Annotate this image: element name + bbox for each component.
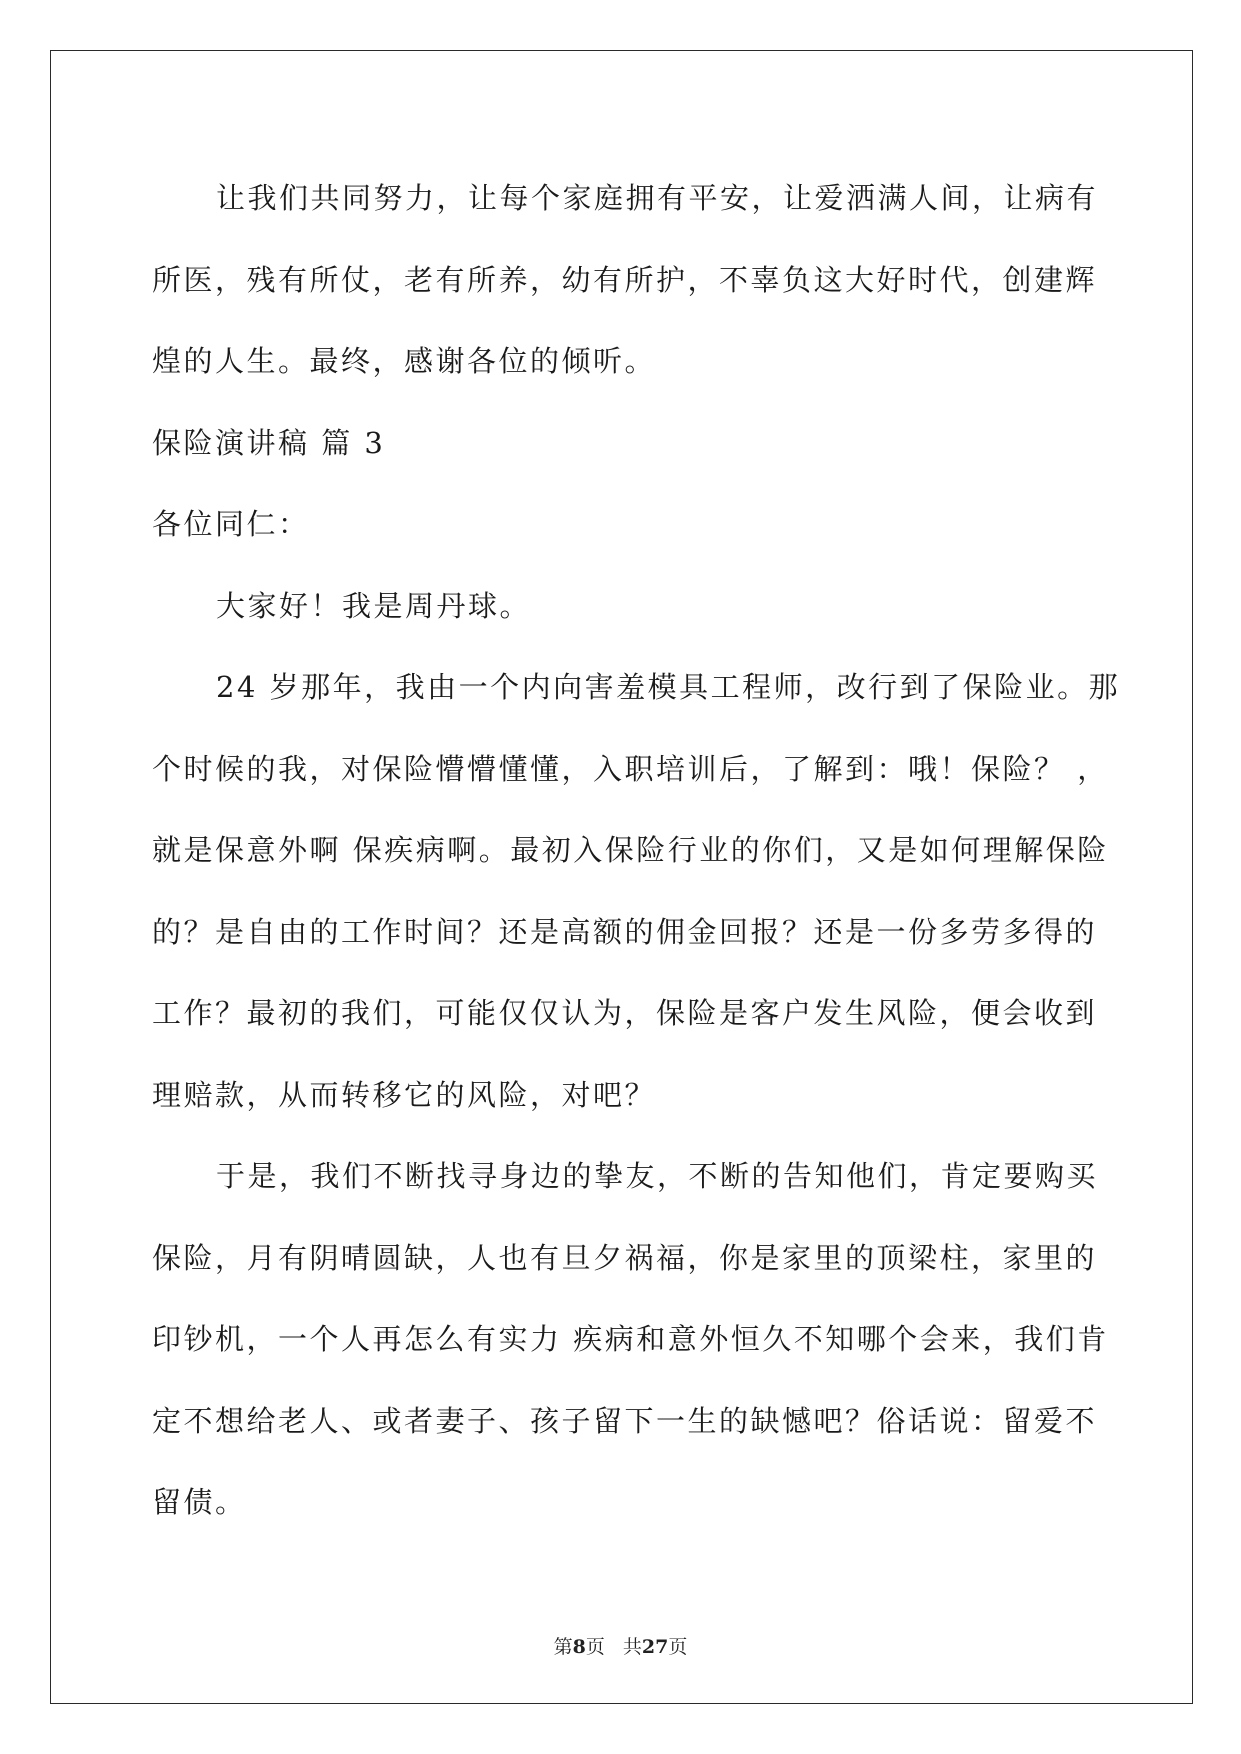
paragraph-line: 24 岁那年，我由一个内向害羞模具工程师，改行到了保险业。那 (216, 670, 1121, 704)
paragraph-line: 大家好！我是周丹球。 (216, 588, 532, 623)
paragraph-line: 让我们共同努力，让每个家庭拥有平安，让爱洒满人间，让病有 (216, 181, 1099, 215)
paragraph-line: 于是，我们不断找寻身边的挚友，不断的告知他们，肯定要购买 (216, 1159, 1099, 1193)
footer-total-suffix: 页 (668, 1636, 688, 1658)
paragraph-line: 的？是自由的工作时间？还是高额的佣金回报？还是一份多劳多得的 (152, 914, 1098, 949)
page-number-footer (0, 1632, 1241, 1659)
footer-page-prefix: 第 (553, 1636, 573, 1658)
section-heading: 保险演讲稿 篇 3 (152, 425, 386, 460)
paragraph-line: 定不想给老人、或者妻子、孩子留下一生的缺憾吧？俗话说：留爱不 (152, 1403, 1098, 1438)
salutation: 各位同仁： (152, 507, 310, 541)
footer-page-number: 8 (572, 1636, 586, 1658)
paragraph-line: 留债。 (152, 1485, 247, 1519)
paragraph-line: 保险，月有阴晴圆缺，人也有旦夕祸福，你是家里的顶梁柱，家里的 (152, 1240, 1098, 1275)
paragraph-line: 印钞机，一个人再怎么有实力 疾病和意外恒久不知哪个会来，我们肯 (152, 1322, 1109, 1356)
footer-total-prefix: 共 (622, 1636, 642, 1658)
document-body (152, 158, 1121, 1544)
paragraph-line: 煌的人生。最终，感谢各位的倾听。 (152, 344, 657, 378)
paragraph-line: 工作？最初的我们，可能仅仅认为，保险是客户发生风险，便会收到 (152, 996, 1098, 1030)
paragraph-line: 所医，残有所仗，老有所养，幼有所护，不辜负这大好时代，创建辉 (152, 262, 1098, 297)
footer-page-suffix: 页 (585, 1636, 605, 1658)
paragraph-line: 就是保意外啊 保疾病啊。最初入保险行业的你们，又是如何理解保险 (152, 833, 1109, 867)
paragraph-line: 个时候的我，对保险懵懵懂懂，入职培训后，了解到：哦！保险？ ， (152, 751, 1109, 786)
paragraph-line: 理赔款，从而转移它的风险，对吧？ (152, 1077, 657, 1112)
footer-total-pages: 27 (641, 1636, 669, 1658)
